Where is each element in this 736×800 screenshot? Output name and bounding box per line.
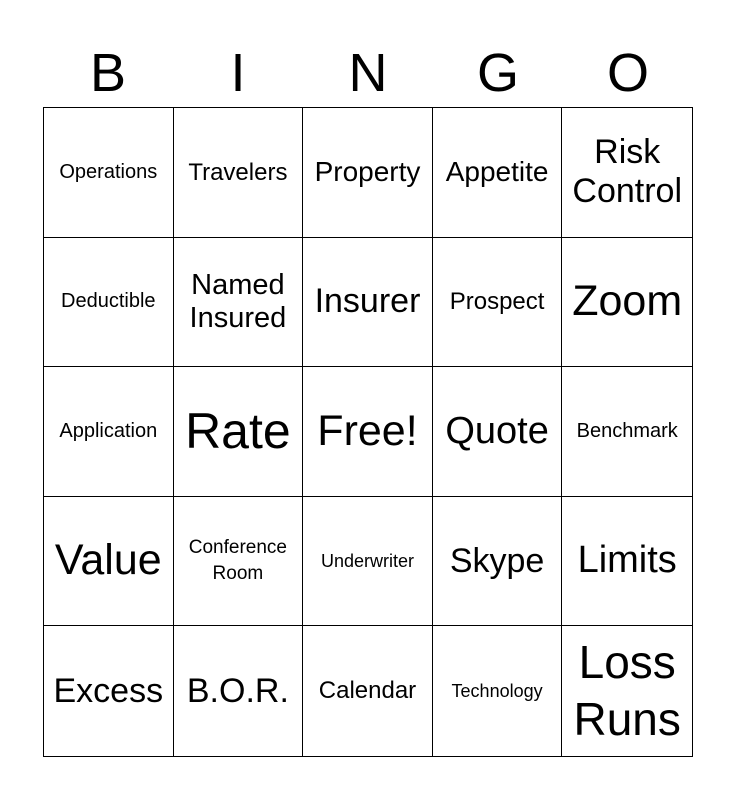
cell-label: B.O.R.	[186, 671, 289, 710]
bingo-cell[interactable]	[174, 497, 304, 627]
bingo-cell[interactable]	[433, 626, 563, 756]
bingo-cell[interactable]	[44, 626, 174, 756]
cell-label: Property	[314, 156, 421, 188]
bingo-cell[interactable]	[44, 108, 174, 238]
bingo-cell[interactable]	[44, 238, 174, 368]
cell-label: Application	[59, 419, 158, 442]
cell-label: Deductible	[61, 290, 156, 313]
cell-label: Appetite	[445, 156, 549, 188]
cell-label: Technology	[451, 680, 543, 701]
bingo-cell[interactable]	[174, 108, 304, 238]
cell-label: Loss Runs	[573, 635, 681, 746]
bingo-board	[43, 107, 693, 757]
cell-label: Risk Control	[572, 133, 682, 211]
header-letter-n: N	[348, 43, 388, 103]
cell-label: Skype	[449, 541, 545, 580]
bingo-cell[interactable]	[44, 367, 174, 497]
cell-label: Quote	[445, 409, 549, 452]
bingo-cell[interactable]	[174, 238, 304, 368]
bingo-cell[interactable]	[562, 367, 692, 497]
bingo-cell free-space[interactable]	[303, 367, 433, 497]
cell-label: Insurer	[314, 282, 421, 321]
cell-label: Underwriter	[320, 550, 414, 571]
cell-label: Named Insured	[189, 268, 287, 334]
bingo-cell[interactable]	[303, 108, 433, 238]
header-letter-o: O	[606, 43, 649, 103]
cell-label: Travelers	[188, 158, 288, 186]
bingo-cell[interactable]	[174, 626, 304, 756]
cell-label: Benchmark	[576, 419, 678, 442]
bingo-cell[interactable]	[433, 238, 563, 368]
bingo-cell[interactable]	[303, 238, 433, 368]
bingo-cell[interactable]	[44, 497, 174, 627]
bingo-header	[43, 38, 693, 108]
bingo-cell[interactable]	[303, 626, 433, 756]
cell-label: Rate	[185, 402, 291, 459]
cell-label: Excess	[53, 671, 164, 710]
bingo-cell[interactable]	[303, 497, 433, 627]
header-letter-g: G	[476, 43, 519, 103]
bingo-cell[interactable]	[562, 238, 692, 368]
cell-label: Conference Room	[188, 536, 287, 585]
cell-label: Zoom	[572, 277, 683, 326]
cell-label: Limits	[577, 539, 677, 582]
cell-label: Operations	[59, 160, 158, 183]
bingo-cell[interactable]	[562, 108, 692, 238]
cell-label: Calendar	[318, 677, 417, 705]
header-letter-b: B	[89, 43, 127, 103]
bingo-cell[interactable]	[174, 367, 304, 497]
bingo-cell[interactable]	[562, 497, 692, 627]
bingo-cell[interactable]	[433, 367, 563, 497]
cell-label: Value	[54, 536, 162, 585]
bingo-cell[interactable]	[562, 626, 692, 756]
header-letter-i: I	[230, 43, 246, 103]
cell-label: Prospect	[449, 288, 545, 316]
bingo-cell[interactable]	[433, 497, 563, 627]
bingo-cell[interactable]	[433, 108, 563, 238]
cell-label: Free!	[317, 406, 418, 455]
